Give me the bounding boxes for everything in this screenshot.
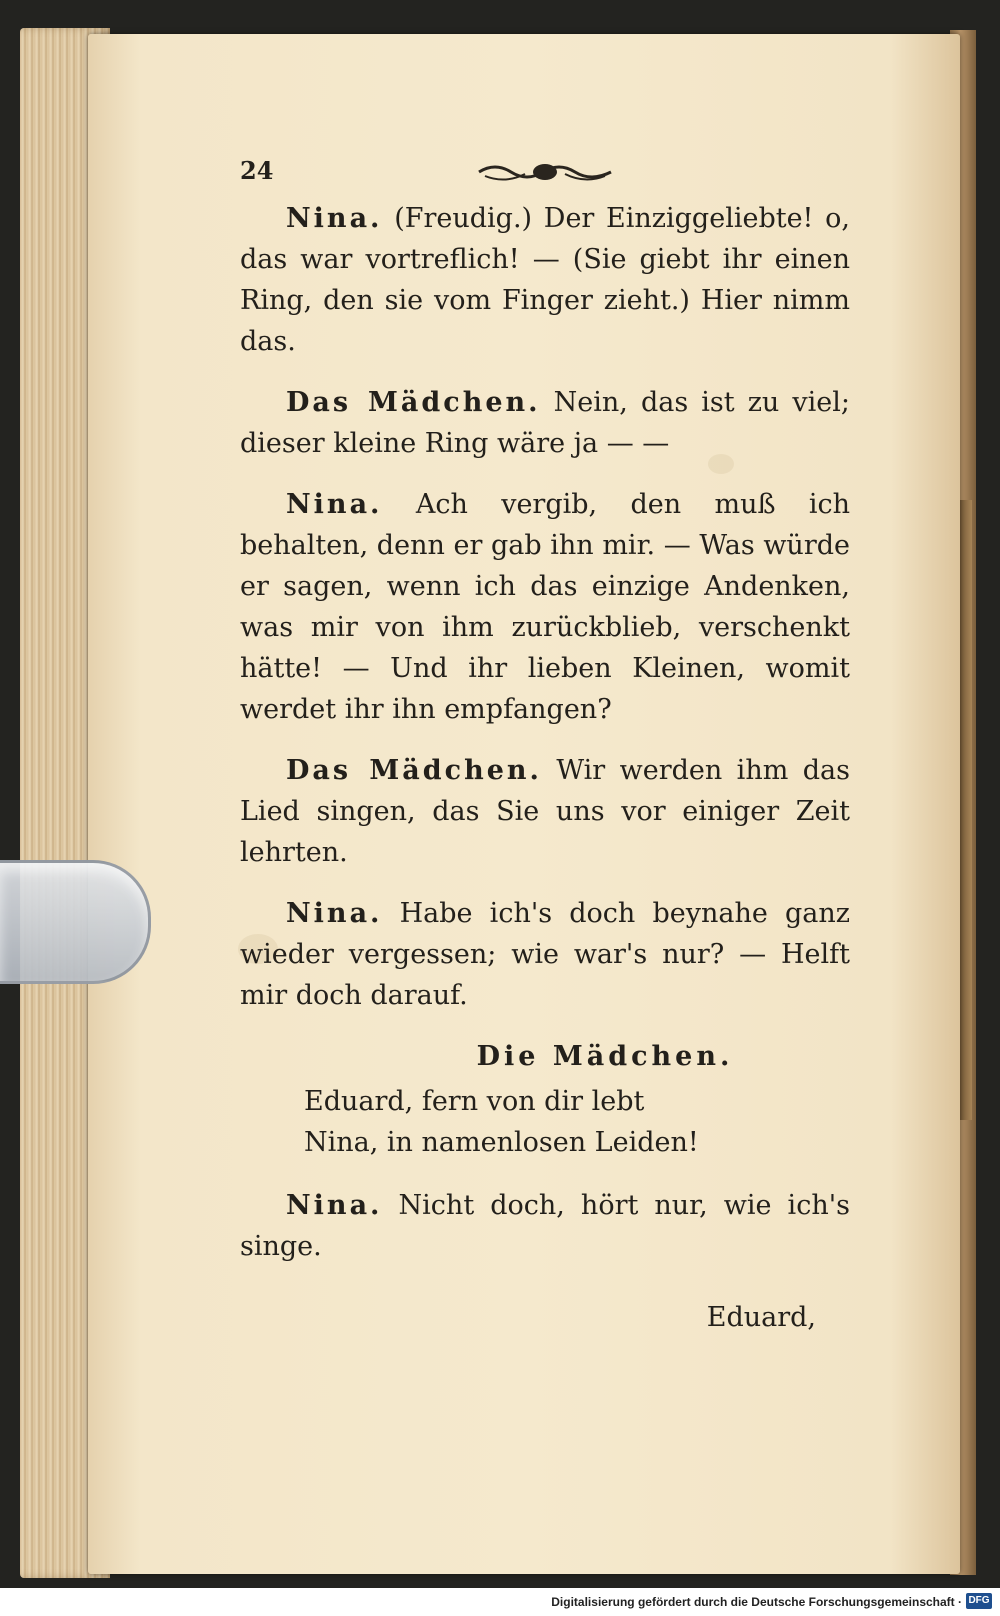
dialogue-text: Nicht doch, hört nur, wie ich's singe. [240, 1190, 850, 1262]
dialogue-text: Nein, das ist zu viel; dieser kleine Ring wäre ja — — [240, 387, 850, 459]
funding-credit: Digitalisierung gefördert durch die Deutsche Forschungsgemeinschaft · [551, 1595, 962, 1609]
speaker-name: Nina. [286, 898, 383, 929]
page-number: 24 [240, 156, 274, 185]
dialogue-paragraph [240, 1185, 850, 1267]
speaker-name: Das Mädchen. [286, 387, 541, 418]
dialogue-text: Ach vergib, den muß ich behalten, denn er gab ihn mir. — Was würde er sagen, wenn ich das einzige Andenken, was mir von ihm zurückblieb, verschenkt hätte! — Und ihr lieben Kleinen, womit werdet ihr ihn empfangen? [240, 489, 850, 725]
speaker-name: Nina. [286, 203, 383, 234]
verse-line: Nina, in namenlosen Leiden! [304, 1127, 699, 1158]
dialogue-paragraph [240, 893, 850, 1016]
dialogue-text: Habe ich's doch beynahe ganz wieder vergessen; wie war's nur? — Helft mir doch darauf. [240, 898, 850, 1011]
book-spine-shadow [958, 500, 972, 1120]
song-heading: Die Mädchen. [476, 1041, 734, 1072]
speaker-name: Das Mädchen. [286, 755, 542, 786]
dialogue-paragraph [240, 484, 850, 730]
page-text [240, 150, 850, 1338]
verse-line: Eduard, fern von dir lebt [304, 1086, 645, 1117]
digitization-footer [0, 1588, 1000, 1616]
speaker-name: Nina. [286, 1190, 383, 1221]
dfg-logo-icon: DFG [966, 1593, 992, 1609]
page-clamp-overlay [0, 860, 151, 984]
dialogue-text: (Freudig.) Der Einziggeliebte! o, das war vortreflich! — (Sie giebt ihr einen Ring, den sie vom Finger zieht.) Hier nimm das. [240, 203, 850, 357]
page-header [240, 150, 850, 198]
dialogue-paragraph [240, 382, 850, 464]
ornament-icon [475, 158, 615, 186]
song-verse [304, 1081, 850, 1163]
dialogue-text: Wir werden ihm das Lied singen, das Sie uns vor einiger Zeit lehrten. [240, 755, 850, 868]
dialogue-paragraph [240, 750, 850, 873]
dialogue-paragraph [240, 198, 850, 362]
catchword: Eduard, [706, 1302, 816, 1333]
speaker-name: Nina. [286, 489, 383, 520]
